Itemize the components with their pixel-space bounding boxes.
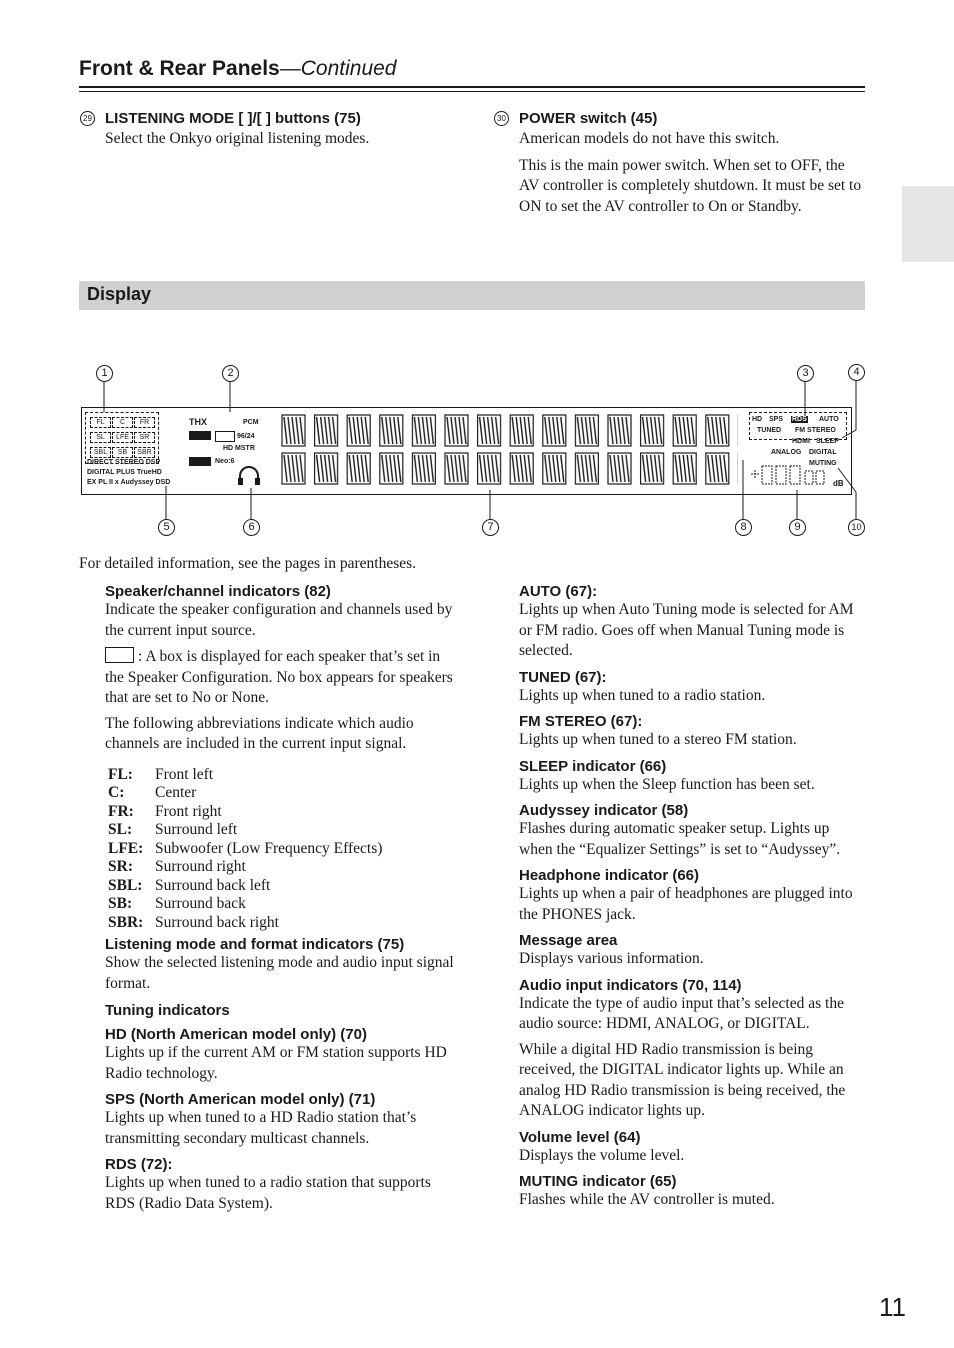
entry-heading: MUTING indicator (65)	[519, 1173, 677, 1190]
96-24-indicator: 96/24	[237, 433, 255, 440]
table-row	[108, 766, 382, 785]
entry-muting	[519, 1173, 864, 1211]
table-row	[108, 895, 382, 914]
sps-paragraph: Lights up when tuned to a HD Radio station that’s transmitting secondary multicast channels.	[105, 1109, 417, 1147]
neo6-indicator: Neo:6	[215, 458, 235, 465]
entry-paragraph: Flashes while the AV controller is muted.	[519, 1191, 775, 1208]
speaker-box-fl: FL	[90, 417, 111, 428]
abbr-key: SR:	[108, 858, 133, 875]
table-row	[108, 840, 382, 859]
rds-paragraph: Lights up when tuned to a radio station that supports RDS (Radio Data System).	[105, 1174, 431, 1212]
item-paragraph: This is the main power switch. When set to OFF, the AV controller is completely shutdown. It must be set to ON to set the AV controller to On or Standby.	[519, 156, 862, 215]
rds-indicator: RDS	[792, 416, 807, 423]
listening-mode-paragraph: Show the selected listening mode and audio input signal format.	[105, 954, 454, 992]
table-row	[108, 858, 382, 877]
abbr-value: Surround back right	[155, 913, 279, 931]
sps-heading: SPS (North American model only) (71)	[105, 1091, 376, 1108]
entry-volume-level	[519, 1129, 864, 1167]
headphone-icon	[237, 466, 261, 486]
callout-1: 1	[96, 365, 113, 382]
entry-paragraph: Lights up when a pair of headphones are plugged into the PHONES jack.	[519, 885, 853, 923]
item-heading: POWER switch (45)	[519, 110, 658, 127]
callout-2: 2	[222, 365, 239, 382]
tuning-heading: Tuning indicators	[105, 1002, 230, 1019]
table-row	[108, 914, 382, 933]
right-column	[519, 583, 864, 1211]
item-paragraph: Select the Onkyo original listening modes.	[105, 130, 370, 147]
hd-heading: HD (North American model only) (70)	[105, 1026, 367, 1043]
table-row	[108, 821, 382, 840]
section-title: Display	[87, 284, 152, 304]
dts-logo-icon	[189, 431, 211, 440]
sleep-indicator: SLEEP	[816, 438, 839, 445]
abbr-value: Center	[155, 784, 197, 801]
listening-mode-labels-row1: DIRECT STEREO DSP	[87, 459, 161, 466]
callout-4: 4	[848, 364, 865, 381]
entry-paragraph: Lights up when tuned to a radio station.	[519, 686, 766, 704]
entry-heading: Message area	[519, 932, 618, 949]
entry-auto	[519, 583, 864, 662]
speaker-box-sample-icon	[105, 647, 134, 663]
abbr-key: C:	[108, 784, 125, 801]
abbr-key: SL:	[108, 821, 133, 838]
page-number: 11	[879, 1292, 906, 1322]
abbr-value: Front left	[155, 765, 214, 783]
entry-audio-input	[519, 977, 864, 1122]
speaker-box-c: C	[112, 417, 133, 428]
abbr-value: Subwoofer (Low Frequency Effects)	[155, 839, 383, 857]
item-heading: LISTENING MODE [ ]/[ ] buttons (75)	[105, 110, 361, 127]
callout-5: 5	[158, 519, 175, 536]
callout-8: 8	[735, 519, 752, 536]
hd-paragraph: Lights up if the current AM or FM station supports HD Radio technology.	[105, 1044, 447, 1082]
hdmi-indicator: HDMI	[792, 438, 810, 445]
pcm-indicator: PCM	[243, 419, 259, 426]
callout-10: 10	[848, 519, 865, 536]
abbr-value: Surround left	[155, 821, 238, 838]
speaker-box-sb: SB	[112, 447, 133, 458]
header-title-main: Front & Rear Panels	[79, 57, 280, 80]
abbreviation-table	[108, 766, 382, 933]
speaker-paragraph-1: Indicate the speaker configuration and channels used by the current input source.	[105, 601, 453, 639]
abbr-value: Surround right	[155, 858, 246, 875]
digital-indicator: DIGITAL	[809, 449, 837, 456]
entry-paragraph: Flashes during automatic speaker setup. Lights up when the “Equalizer Settings” is set to “Audyssey”.	[519, 820, 841, 858]
abbr-value: Surround back left	[155, 876, 271, 894]
entry-heading: Headphone indicator (66)	[519, 867, 700, 884]
callout-6: 6	[243, 519, 260, 536]
callout-3: 3	[797, 365, 814, 382]
speaker-box-sr: SR	[134, 432, 155, 443]
table-row	[108, 877, 382, 896]
speaker-box-sl: SL	[90, 432, 111, 443]
speaker-paragraph-3: The following abbreviations indicate which audio channels are included in the current input signal.	[105, 714, 414, 752]
item-number-badge: 29	[80, 111, 95, 126]
abbr-key: SBR:	[108, 913, 144, 931]
speaker-grid	[85, 412, 159, 464]
hd-indicator: HD	[752, 416, 763, 423]
abbr-key: FR:	[108, 802, 134, 820]
entry-heading: FM STEREO (67):	[519, 713, 643, 730]
thx-indicator: THX	[189, 417, 207, 427]
sps-indicator: SPS	[769, 416, 784, 423]
entry-heading: Audyssey indicator (58)	[519, 802, 689, 819]
entry-headphone	[519, 867, 864, 925]
abbr-key: SB:	[108, 895, 133, 912]
entry-paragraph: Lights up when tuned to a stereo FM station.	[519, 731, 797, 748]
entry-fm-stereo	[519, 713, 864, 751]
entry-paragraph: Displays the volume level.	[519, 1146, 685, 1164]
message-area	[276, 413, 738, 489]
entry-paragraph: Lights up when the Sleep function has been set.	[519, 775, 815, 793]
muting-indicator: MUTING	[809, 460, 837, 467]
es-logo-icon	[215, 431, 235, 442]
dot-matrix-message-area	[276, 413, 738, 489]
intro-text: For detailed information, see the pages in parentheses.	[79, 555, 417, 572]
speaker-box-lfe: LFE	[112, 432, 133, 443]
callout-9: 9	[789, 519, 806, 536]
entry-paragraph: Displays various information.	[519, 950, 704, 967]
entry-paragraph: While a digital HD Radio transmission is being received, the DIGITAL indicator lights up. While an analog HD Radio transmission is being received, the ANALOG indicator lights up.	[519, 1040, 846, 1119]
table-row	[108, 784, 382, 803]
listening-mode-labels-row3: EX PL II x Audyssey DSD	[87, 479, 171, 486]
rds-heading: RDS (72):	[105, 1156, 173, 1173]
tuned-indicator: TUNED	[757, 427, 782, 434]
entry-heading: AUTO (67):	[519, 583, 598, 600]
dts-logo-icon	[189, 457, 211, 466]
db-indicator: dB	[833, 479, 844, 488]
table-row	[108, 803, 382, 822]
speaker-box-sbl: SBL	[90, 447, 111, 458]
speaker-paragraph-2	[105, 647, 455, 709]
abbr-key: LFE:	[108, 839, 144, 857]
entry-sleep	[519, 758, 864, 796]
speaker-heading: Speaker/channel indicators (82)	[105, 583, 331, 600]
display-panel	[81, 407, 852, 495]
volume-level-display	[748, 462, 832, 488]
abbr-value: Front right	[155, 802, 222, 820]
listening-mode-labels-row2: DIGITAL PLUS TrueHD	[87, 469, 162, 476]
speaker-paragraph-2-text: : A box is displayed for each speaker that’s set in the Speaker Configuration. No box appears for speakers that are set to No or None.	[105, 648, 453, 706]
fm-stereo-indicator: FM STEREO	[795, 427, 836, 434]
hd-mstr-indicator: HD MSTR	[223, 445, 255, 452]
entry-heading: TUNED (67):	[519, 668, 607, 686]
header-title-continued: —Continued	[279, 57, 397, 80]
analog-indicator: ANALOG	[771, 449, 802, 456]
entry-heading: Audio input indicators (70, 114)	[519, 976, 742, 994]
left-column	[105, 583, 455, 1214]
callout-7: 7	[482, 519, 499, 536]
listening-mode-heading: Listening mode and format indicators (75)	[105, 936, 405, 953]
entry-message-area	[519, 932, 864, 970]
abbr-key: SBL:	[108, 876, 143, 894]
entry-paragraph: Lights up when Auto Tuning mode is selected for AM or FM radio. Goes off when Manual Tuning mode is selected.	[519, 601, 854, 659]
item-number-badge: 30	[494, 111, 509, 126]
entry-heading: SLEEP indicator (66)	[519, 757, 667, 775]
item-paragraph: American models do not have this switch.	[519, 130, 780, 147]
entry-tuned	[519, 669, 864, 707]
auto-indicator: AUTO	[819, 416, 839, 423]
speaker-box-sbr: SBR	[134, 447, 155, 458]
entry-paragraph: Indicate the type of audio input that’s selected as the audio source: HDMI, ANALOG, or DIGITAL.	[519, 994, 844, 1032]
entry-heading: Volume level (64)	[519, 1128, 641, 1146]
speaker-box-fr: FR	[134, 417, 155, 428]
abbr-value: Surround back	[155, 895, 246, 912]
entry-audyssey	[519, 802, 864, 860]
abbr-key: FL:	[108, 765, 133, 783]
